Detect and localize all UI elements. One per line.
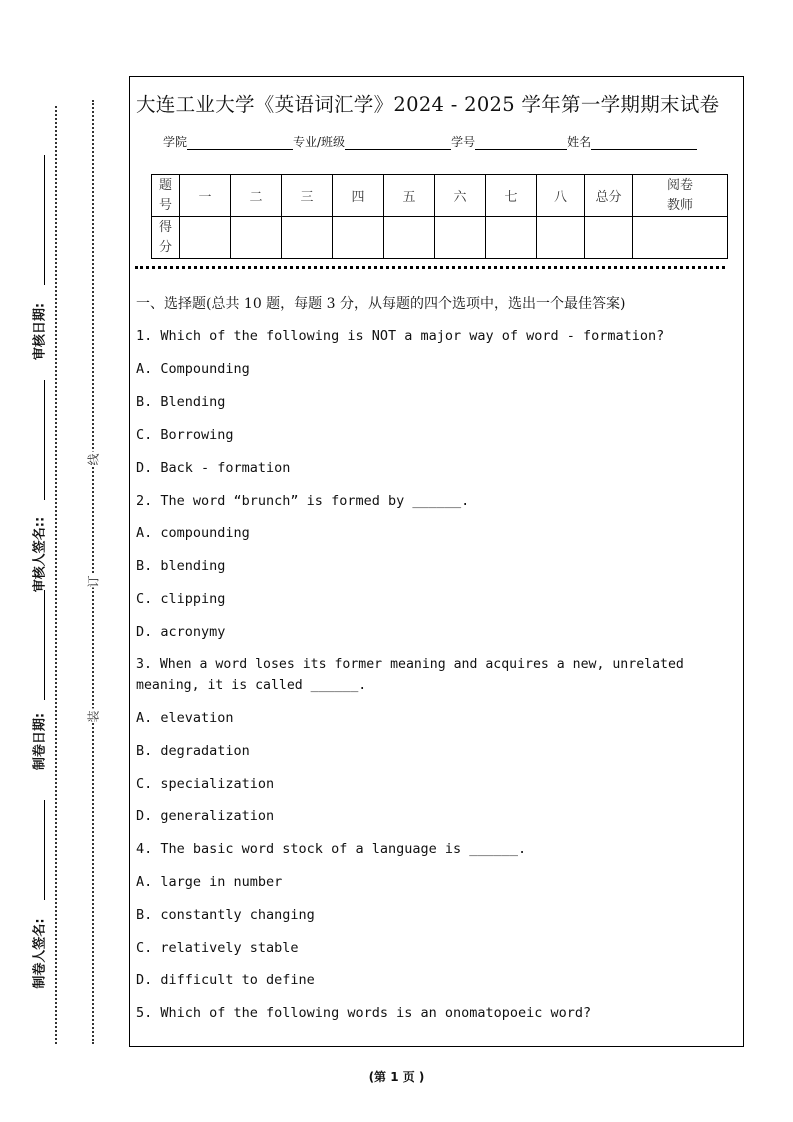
student-id-blank[interactable] [475,137,567,150]
score-cell-grader[interactable] [633,217,728,259]
score-cell-1[interactable] [180,217,231,259]
paper-date-blank[interactable] [44,590,45,700]
question-2-option-a[interactable]: A. compounding [136,525,250,541]
question-1-option-a[interactable]: A. Compounding [136,361,250,377]
question-4-option-c[interactable]: C. relatively stable [136,940,299,956]
exam-frame [129,76,744,1047]
score-table [151,174,728,259]
question-2-stem: 2. The word “brunch” is formed by ______. [136,493,470,509]
reviewer-signature-label: 审核人签名:: [29,508,48,602]
question-number-label: 题 号 [152,175,180,217]
question-4-option-b[interactable]: B. constantly changing [136,907,315,923]
question-3-option-b[interactable]: B. degradation [136,743,250,759]
exam-title: 大连工业大学《英语词汇学》2024 - 2025 学年第一学期期末试卷 [136,93,720,116]
cut-mark-bind: 订 [86,575,101,588]
score-table-header-row [152,175,728,217]
question-3-option-c[interactable]: C. specialization [136,776,275,792]
question-5-stem: 5. Which of the following words is an onomatopoeic word? [136,1005,592,1021]
col-1: 一 [180,175,231,217]
section-divider [135,266,725,269]
score-table-score-row [152,217,728,259]
cut-mark-pack: 装 [86,710,101,723]
name-label: 姓名 [567,135,592,149]
question-3-stem: 3. When a word loses its former meaning and acquires a new, unrelated meaning, it is called ______. [136,657,684,693]
question-4-stem: 4. The basic word stock of a language is ______. [136,841,527,857]
score-cell-2[interactable] [231,217,282,259]
question-4-option-d[interactable]: D. difficult to define [136,972,315,988]
question-1-option-c[interactable]: C. Borrowing [136,427,234,443]
col-4: 四 [333,175,384,217]
score-cell-total[interactable] [585,217,633,259]
college-blank[interactable] [187,137,293,150]
question-1-option-d[interactable]: D. Back - formation [136,460,291,476]
section-heading: 一、选择题(总共 10 题，每题 3 分，从每题的四个选项中，选出一个最佳答案) [136,296,626,312]
col-8: 八 [537,175,585,217]
review-date-label: 审核日期: [29,295,48,369]
student-id-label: 学号 [451,135,476,149]
question-2-option-d[interactable]: D. acronymy [136,624,226,640]
question-2-option-b[interactable]: B. blending [136,558,226,574]
score-cell-8[interactable] [537,217,585,259]
major-class-blank[interactable] [345,137,451,150]
binding-margin [0,0,128,1122]
col-5: 五 [384,175,435,217]
col-total: 总分 [585,175,633,217]
college-label: 学院 [163,135,188,149]
student-info-row [163,133,697,150]
question-3-option-a[interactable]: A. elevation [136,710,234,726]
review-date-blank[interactable] [44,155,45,285]
binding-dotted-line-inner [92,100,94,1044]
question-4-option-a[interactable]: A. large in number [136,874,283,890]
question-1-stem: 1. Which of the following is NOT a major way of word - formation? [136,328,665,344]
score-cell-6[interactable] [435,217,486,259]
col-2: 二 [231,175,282,217]
grader-label: 阅卷 教师 [633,175,728,217]
name-blank[interactable] [591,137,697,150]
paper-maker-signature-label: 制卷人签名: [29,912,48,996]
score-cell-7[interactable] [486,217,537,259]
question-2-option-c[interactable]: C. clipping [136,591,226,607]
cut-mark-line: 线 [86,453,101,466]
score-label: 得 分 [152,217,180,259]
major-class-label: 专业/班级 [293,135,346,149]
question-3-option-d[interactable]: D. generalization [136,808,275,824]
score-cell-5[interactable] [384,217,435,259]
col-7: 七 [486,175,537,217]
page-number: (第 1 页 ) [368,1070,425,1084]
score-cell-3[interactable] [282,217,333,259]
col-6: 六 [435,175,486,217]
question-1-option-b[interactable]: B. Blending [136,394,226,410]
paper-date-label: 制卷日期: [29,705,48,779]
paper-maker-signature-blank[interactable] [44,800,45,900]
col-3: 三 [282,175,333,217]
score-cell-4[interactable] [333,217,384,259]
reviewer-signature-blank[interactable] [44,380,45,500]
binding-dotted-line-outer [55,106,57,1044]
